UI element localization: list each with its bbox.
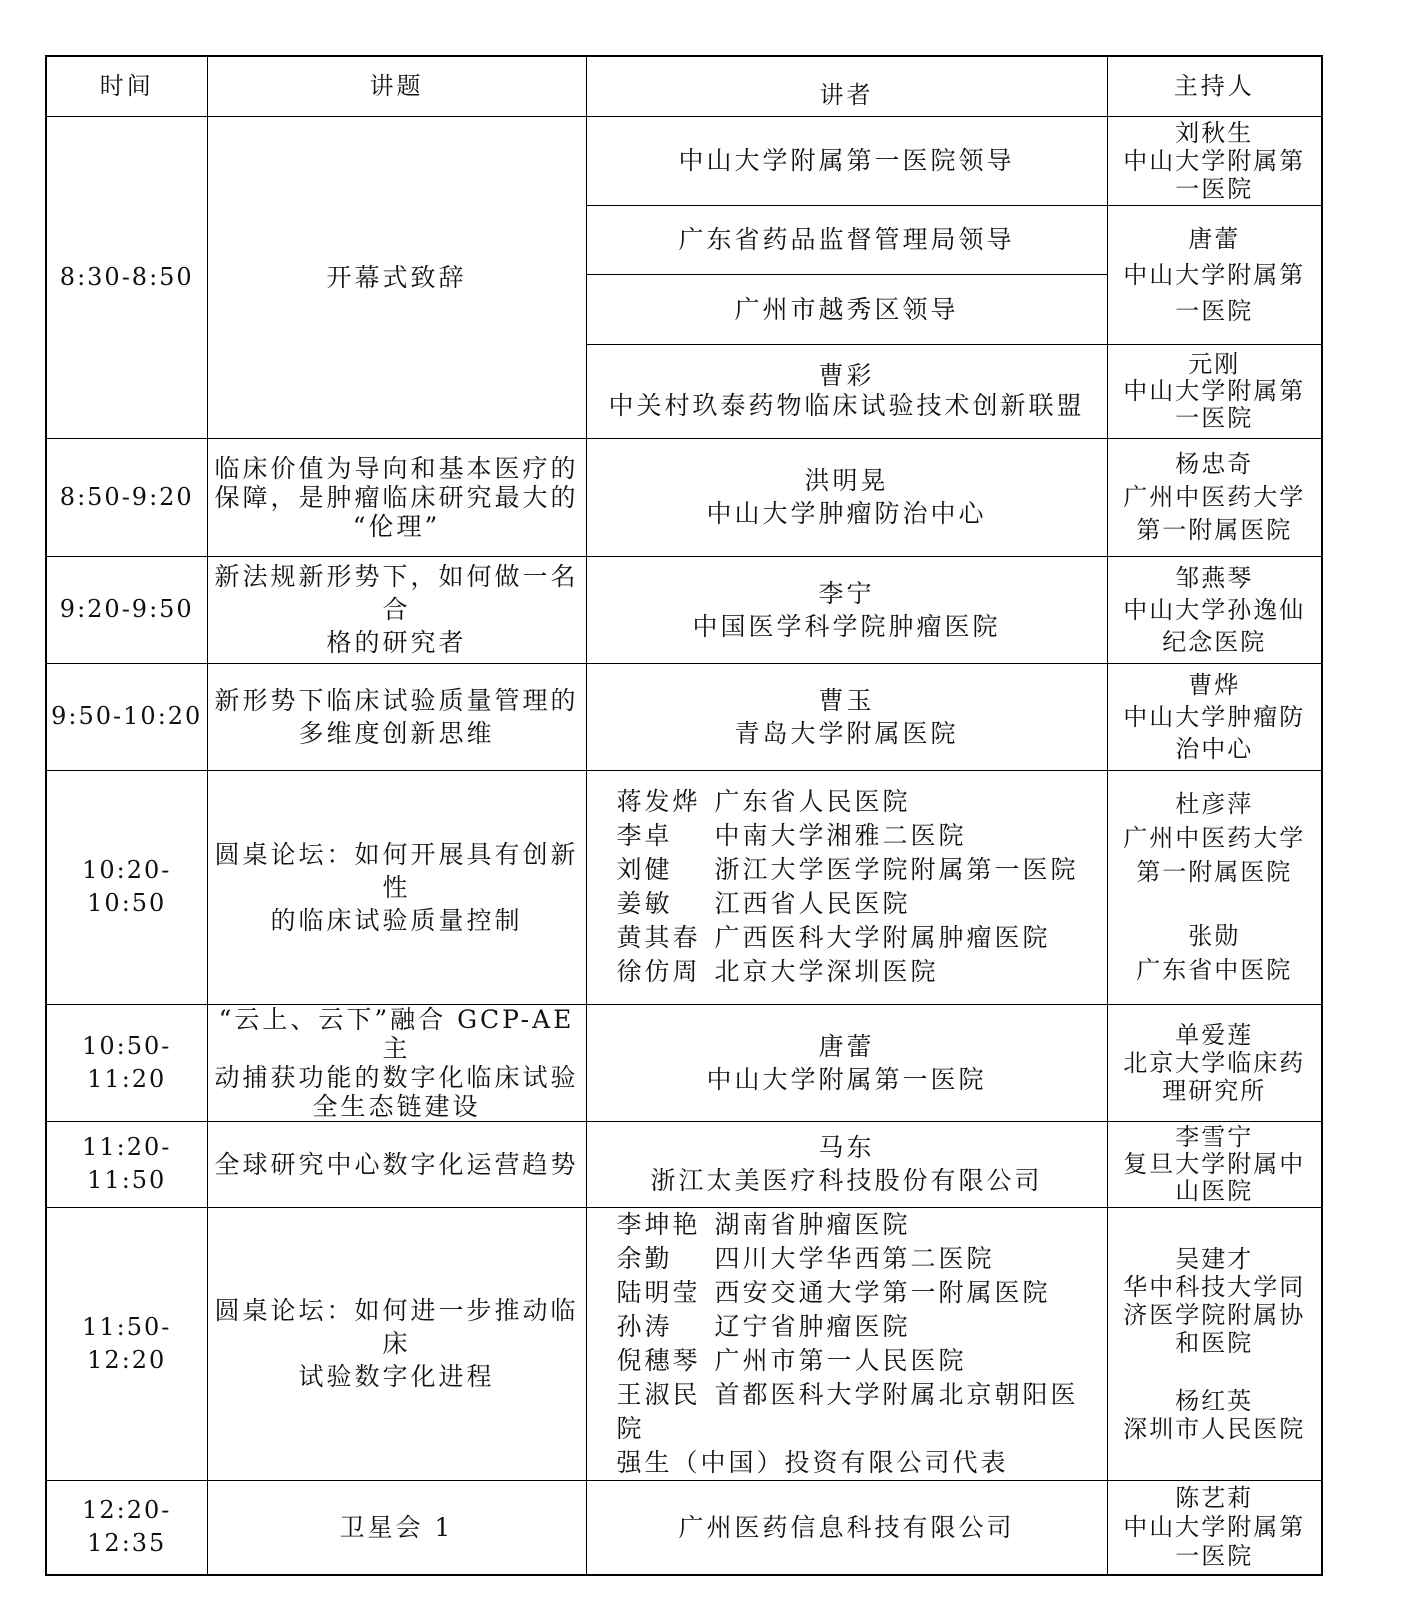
panel-name: 王淑民 [616,1379,701,1409]
topic-line: 圆桌论坛：如何开展具有创新性 [214,839,579,902]
speaker-cell [586,1004,1107,1121]
session-time: 9:20-9:50 [46,556,207,663]
session-topic [207,1207,586,1480]
host-cell [1107,770,1322,1004]
panel-member [617,1378,1103,1446]
session-time: 8:30-8:50 [46,116,207,438]
host-org: 中山大学附属第 [1123,146,1306,175]
table-row [46,663,1322,770]
topic-line: 全球研究中心数字化运营趋势 [214,1149,579,1179]
table-row [46,556,1322,663]
topic-line: 全生态链建设 [312,1091,481,1121]
host-cell [1107,116,1322,205]
speaker-org: 中关村玖泰药物临床试验技术创新联盟 [608,391,1085,420]
speaker-cell [586,1121,1107,1207]
panel-org: 首都医科大学附属北京朝阳医院 [616,1379,1079,1443]
host-name: 杨忠奇 [1175,449,1254,478]
panel-org: 湖南省肿瘤医院 [714,1209,911,1239]
session-topic [207,1004,586,1121]
table-row [46,116,1322,205]
host-org: 华中科技大学同 [1123,1272,1306,1301]
host-org: 中山大学肿瘤防 [1123,702,1306,731]
panel-name: 李卓 [616,821,673,850]
table-row [46,1121,1322,1207]
speaker-name: 洪明晃 [804,466,889,495]
host-name: 吴建才 [1175,1244,1254,1273]
panel-name: 孙涛 [616,1311,673,1341]
host-org: 广州中医药大学 [1123,482,1306,511]
host-name: 曹烨 [1188,670,1241,699]
session-time: 11:50-12:20 [46,1207,207,1480]
session-topic [207,770,586,1004]
table-row [46,1004,1322,1121]
spacer [1112,889,1318,919]
host-org: 第一附属医院 [1136,858,1293,886]
speaker-cell [586,556,1107,663]
host-cell [1107,1004,1322,1121]
panel-org: 辽宁省肿瘤医院 [714,1311,911,1341]
panel-name: 刘健 [616,855,673,884]
session-time: 9:50-10:20 [46,663,207,770]
speaker-cell [586,116,1107,205]
panel-org: 广州市第一人民医院 [714,1345,967,1375]
host-cell [1107,205,1322,344]
speaker-org: 中国医学科学院肿瘤医院 [692,611,1001,641]
panel-member [617,853,1103,887]
panel-name: 蒋发烨 [616,787,701,816]
host-org: 一医院 [1175,174,1254,203]
header-topic: 讲题 [207,56,586,116]
panel-name: 李坤艳 [616,1209,701,1239]
topic-line: 动捕获功能的数字化临床试验 [214,1062,579,1092]
panel-list [586,1207,1107,1480]
speaker-org: 浙江太美医疗科技股份有限公司 [650,1166,1043,1195]
speaker-cell [586,663,1107,770]
panel-member [617,1310,1103,1344]
session-time: 12:20-12:35 [46,1480,207,1575]
panel-member [617,785,1103,819]
panel-member [617,955,1103,989]
panel-name: 余勤 [616,1243,673,1273]
host-name: 元刚 [1188,349,1241,378]
panel-org: 广东省人民医院 [714,787,911,816]
host-name: 杜彦萍 [1175,790,1254,818]
panel-name: 陆明莹 [616,1277,701,1307]
panel-member [617,1242,1103,1276]
speaker-name: 马东 [818,1133,875,1162]
host-org: 广东省中医院 [1136,956,1293,984]
host-org: 一医院 [1175,296,1254,325]
host-org: 山医院 [1175,1176,1254,1205]
session-time: 8:50-9:20 [46,438,207,556]
panel-org: 浙江大学医学院附属第一医院 [714,855,1079,884]
host-org: 中山大学附属第 [1123,376,1306,405]
host-org: 第一附属医院 [1136,515,1293,544]
speaker-org: 中山大学肿瘤防治中心 [706,499,987,528]
host-org: 广州中医药大学 [1123,824,1306,852]
header-time: 时间 [46,56,207,116]
host-cell [1107,1121,1322,1207]
host-name: 陈艺莉 [1175,1483,1254,1512]
spacer [1112,1357,1318,1387]
panel-list [586,770,1107,1004]
host-name: 邹燕琴 [1175,563,1254,592]
panel-name: 黄其春 [616,923,701,952]
speaker-cell [586,1480,1107,1575]
speaker-name: 李宁 [818,578,875,608]
topic-line: 新法规新形势下，如何做一名合 [214,562,579,624]
host-name: 杨红英 [1175,1386,1254,1415]
session-topic [207,438,586,556]
speaker-name: 唐蕾 [818,1031,875,1061]
topic-line: 格的研究者 [326,628,467,657]
panel-member [617,1276,1103,1310]
speaker-name: 曹彩 [818,361,875,390]
panel-name: 倪穗琴 [616,1345,701,1375]
speaker-name: 曹玉 [818,685,875,715]
panel-org: 北京大学深圳医院 [714,957,939,986]
session-topic: 开幕式致辞 [207,116,586,438]
topic-line: 圆桌论坛：如何进一步推动临床 [214,1296,579,1358]
table-row [46,1480,1322,1575]
host-cell [1107,1480,1322,1575]
speaker-cell [586,438,1107,556]
panel-extra: 强生（中国）投资有限公司代表 [616,1447,1009,1477]
speaker-cell [586,205,1107,274]
host-org: 纪念医院 [1162,627,1267,656]
panel-member [617,1344,1103,1378]
host-cell [1107,556,1322,663]
speaker-org: 青岛大学附属医院 [734,718,959,748]
agenda-table [45,55,1323,1576]
topic-line: 临床价值为导向和基本医疗的 [214,453,579,483]
host-name: 刘秋生 [1175,118,1254,147]
host-name: 张勋 [1188,922,1241,950]
host-name: 唐蕾 [1188,224,1241,253]
speaker-line: 广东省药品监督管理局领导 [678,225,1015,254]
speaker-org: 广州医药信息科技有限公司 [678,1512,1015,1542]
host-org: 济医学院附属协 [1123,1300,1306,1329]
host-org: 和医院 [1175,1328,1254,1357]
header-speaker: 讲者 [586,56,1107,116]
header-host: 主持人 [1107,56,1322,116]
host-org: 理研究所 [1162,1076,1267,1105]
session-time: 10:50-11:20 [46,1004,207,1121]
host-org: 治中心 [1175,734,1254,763]
topic-line: 的临床试验质量控制 [270,905,523,935]
session-topic [207,556,586,663]
topic-line: 试验数字化进程 [298,1362,495,1391]
session-topic [207,663,586,770]
table-row [46,1207,1322,1480]
speaker-line: 广州市越秀区领导 [734,294,959,324]
panel-member [617,887,1103,921]
table-row [46,438,1322,556]
host-org: 中山大学附属第 [1123,260,1306,289]
session-topic [207,1480,586,1575]
host-name: 单爱莲 [1175,1020,1254,1049]
host-org: 深圳市人民医院 [1123,1414,1306,1443]
table-row [46,770,1322,1004]
host-name: 李雪宁 [1175,1122,1254,1151]
panel-member [617,921,1103,955]
speaker-org: 中山大学附属第一医院 [706,1064,987,1094]
host-org: 中山大学孙逸仙 [1123,595,1306,624]
host-cell [1107,438,1322,556]
panel-org: 中南大学湘雅二医院 [714,821,967,850]
panel-org: 广西医科大学附属肿瘤医院 [714,923,1051,952]
host-org: 一医院 [1175,403,1254,432]
topic-line: 保障，是肿瘤临床研究最大的 [214,482,579,512]
panel-member [617,819,1103,853]
panel-org: 四川大学华西第二医院 [714,1243,995,1273]
topic-line: 多维度创新思维 [298,718,495,748]
speaker-cell [586,274,1107,344]
topic-line: “云上、云下”融合 GCP-AE 主 [218,1004,575,1063]
panel-member [617,1208,1103,1242]
topic-line: 卫星会 1 [339,1512,454,1542]
panel-org: 江西省人民医院 [714,889,911,918]
host-org: 复旦大学附属中 [1123,1149,1306,1178]
host-org: 一医院 [1175,1541,1254,1570]
panel-org: 西安交通大学第一附属医院 [714,1277,1051,1307]
session-topic [207,1121,586,1207]
session-time: 10:20-10:50 [46,770,207,1004]
topic-line: “伦理” [352,511,441,541]
header-row [46,56,1322,116]
host-org: 中山大学附属第 [1123,1512,1306,1541]
speaker-line: 中山大学附属第一医院领导 [678,146,1015,175]
host-cell [1107,663,1322,770]
panel-name: 徐仿周 [616,957,701,986]
panel-name: 姜敏 [616,889,673,918]
host-org: 北京大学临床药 [1123,1048,1306,1077]
host-cell [1107,344,1322,438]
speaker-cell [586,344,1107,438]
session-time: 11:20-11:50 [46,1121,207,1207]
host-cell [1107,1207,1322,1480]
topic-line: 新形势下临床试验质量管理的 [214,685,579,715]
